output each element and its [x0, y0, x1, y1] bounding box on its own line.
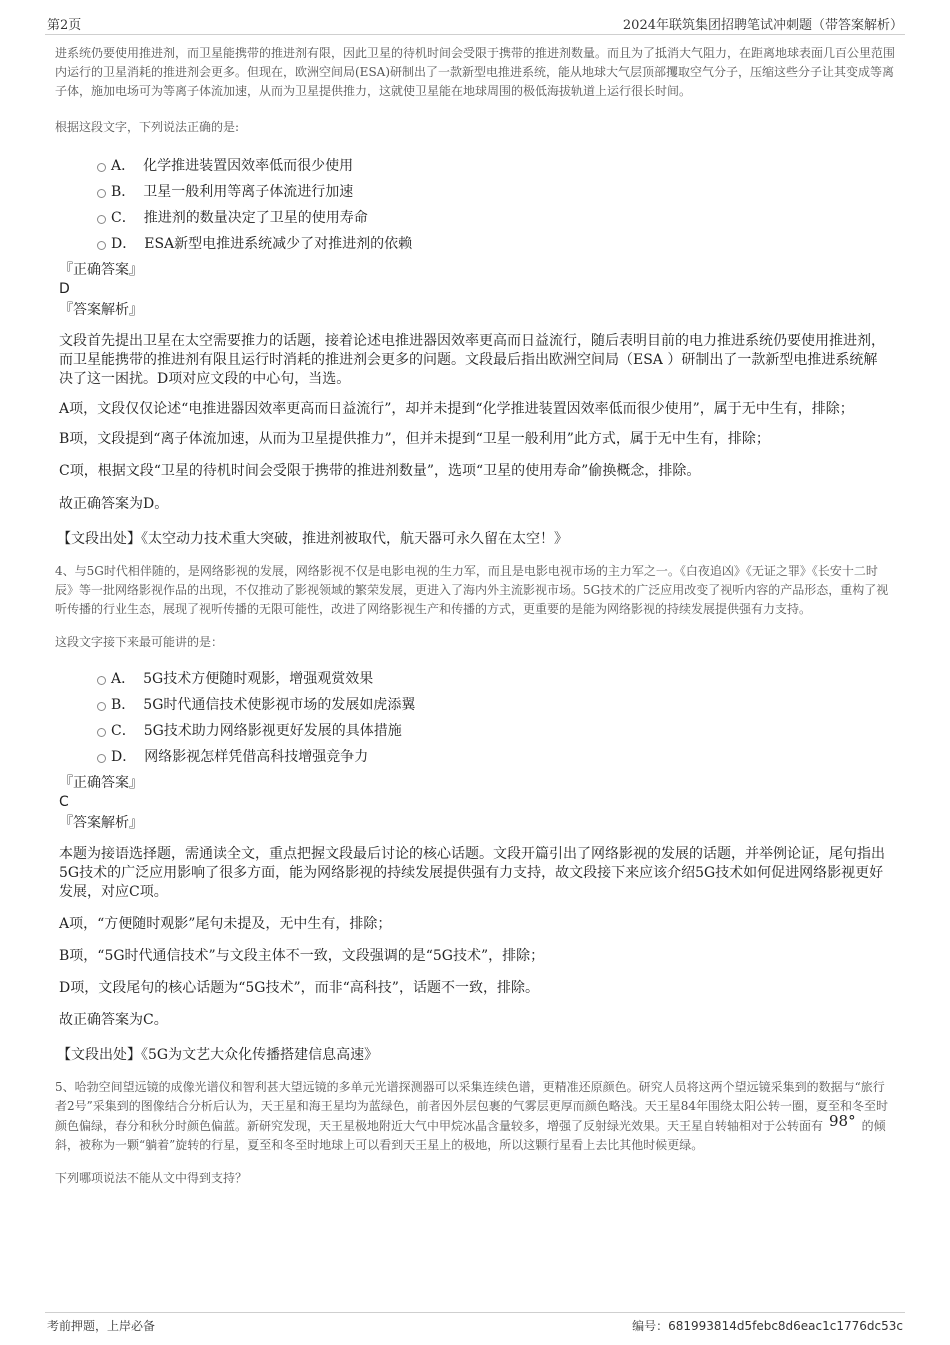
q4-option-c[interactable]: C． 5G技术助力网络影视更好发展的具体措施: [45, 718, 905, 744]
q3-analysis-5: 故正确答案为D。: [59, 496, 169, 512]
q3-option-c[interactable]: C． 推进剂的数量决定了卫星的使用寿命: [45, 205, 905, 231]
document-code: 编号：681993814d5febc8d6eac1c1776dc53c: [632, 1319, 903, 1333]
answer-label: 『正确答案』: [59, 775, 143, 791]
q4-option-a[interactable]: A． 5G技术方便随时观影，增强观赏效果: [45, 666, 905, 692]
q3-source: 【文段出处】《太空动力技术重大突破，推进剂被取代，航天器可永久留在太空！》: [57, 531, 568, 547]
analysis-label: 『答案解析』: [59, 815, 143, 831]
q3-options: [45, 153, 905, 257]
q4-options: [45, 666, 905, 770]
page-number: 第2页: [47, 18, 82, 33]
q4-passage: 4、与5G时代相伴随的，是网络影视的发展，网络影视不仅是电影电视的生力军，而且是电影电视市场的主力军之一。《白夜追凶》《无证之罪》《长安十二时辰》等一批网络影视作品的出现，不仅推动了影视领域的繁荣发展，更进入了海内外主流影视市场。5G技术的广泛应用改变了视听内容的产品形态，重构了视听传播的行业生态，展现了视听传播的无限可能性，改进了网络影视生产和传播的方式，更重要的是能为网络影视的持续发展提供强有力支持。: [55, 564, 889, 616]
radio-icon[interactable]: [97, 215, 106, 224]
radio-icon[interactable]: [97, 702, 106, 711]
answer-value: C: [59, 794, 69, 810]
page-footer: [45, 1312, 905, 1335]
radio-icon[interactable]: [97, 163, 106, 172]
q4-source: 【文段出处】《5G为文艺大众化传播搭建信息高速》: [57, 1047, 379, 1063]
q4-option-b[interactable]: B． 5G时代通信技术使影视市场的发展如虎添翼: [45, 692, 905, 718]
document-title: 2024年联筑集团招聘笔试冲刺题（带答案解析）: [622, 18, 903, 33]
page-content: [45, 44, 905, 1188]
q5-prompt: 下列哪项说法不能从文中得到支持？: [55, 1171, 248, 1185]
answer-value: D: [59, 281, 70, 297]
q3-option-d[interactable]: D． ESA新型电推进系统减少了对推进剂的依赖: [45, 231, 905, 257]
radio-icon[interactable]: [97, 189, 106, 198]
q3-analysis-4: C项，根据文段“卫星的待机时间会受限于携带的推进剂数量”，选项“卫星的使用寿命”偷换概念，排除。: [59, 463, 701, 479]
radio-icon[interactable]: [97, 754, 106, 763]
angle-value: 98°: [829, 1112, 856, 1130]
q3-option-b[interactable]: B． 卫星一般利用等离子体流进行加速: [45, 179, 905, 205]
q4-analysis-3: B项，“5G时代通信技术”与文段主体不一致，文段强调的是“5G技术”，排除；: [59, 948, 545, 964]
q3-analysis-2: A项，文段仅仅论述“电推进器因效率更高而日益流行”，却并未提到“化学推进装置因效率低而很少使用”，属于无中生有，排除；: [59, 401, 854, 417]
q4-analysis-4: D项，文段尾句的核心话题为“5G技术”，而非“高科技”，话题不一致，排除。: [59, 980, 539, 996]
answer-label: 『正确答案』: [59, 262, 143, 278]
page-header: [45, 10, 905, 35]
q5-passage: 5、哈勃空间望远镜的成像光谱仪和智利甚大望远镜的多单元光谱探测器可以采集连续色谱，更精准还原颜色。研究人员将这两个望远镜采集到的数据与“旅行者2号”采集到的图像结合分析后认为，天王星和海王星均为蓝绿色，前者因外层包裹的气雾层更厚而颜色略浅。天王星84年围绕太阳公转一圈，夏至和冬至时颜色偏绿，春分和秋分时颜色偏蓝。新研究发现，天王星极地附近大气中甲烷冰晶含量较多，增强了反射绿光效果。天王星自转轴相对于公转面有 98° 的倾斜，被称为一颗“躺着”旋转的行星，夏至和冬至时地球上可以看到天王星上的极地，所以这颗行星看上去比其他时候更绿。: [55, 1080, 889, 1152]
q3-analysis-3: B项，文段提到“离子体流加速，从而为卫星提供推力”，但并未提到“卫星一般利用”此方式，属于无中生有，排除；: [59, 431, 770, 447]
q4-analysis-2: A项，“方便随时观影”尾句未提及，无中生有，排除；: [59, 916, 392, 932]
q4-analysis-5: 故正确答案为C。: [59, 1012, 168, 1028]
q4-option-d[interactable]: D． 网络影视怎样凭借高科技增强竞争力: [45, 744, 905, 770]
q4-prompt: 这段文字接下来最可能讲的是：: [55, 635, 224, 649]
q3-answer-block: [59, 261, 905, 320]
radio-icon[interactable]: [97, 728, 106, 737]
radio-icon[interactable]: [97, 241, 106, 250]
q4-answer-block: [59, 774, 905, 833]
analysis-label: 『答案解析』: [59, 302, 143, 318]
q4-analysis-1: 本题为接语选择题，需通读全文，重点把握文段最后讨论的核心话题。文段开篇引出了网络影视的发展的话题，并举例论证，尾句指出5G技术的广泛应用影响了很多方面，能为网络影视的持续发展提供强有力支持，故文段接下来应该介绍5G技术如何促进网络影视更好发展，对应C项。: [59, 846, 885, 900]
footer-note: 考前押题，上岸必备: [47, 1319, 156, 1333]
q3-option-a[interactable]: A． 化学推进装置因效率低而很少使用: [45, 153, 905, 179]
q3-analysis-1: 文段首先提出卫星在太空需要推力的话题，接着论述电推进器因效率更高而日益流行，随后表明目前的电力推进系统仍要使用推进剂，而卫星能携带的推进剂有限且运行时消耗的推进剂会更多的问题。文段最后指出欧洲空间局（ESA ）研制出了一款新型电推进系统解决了这一困扰。D项对应文段的中心句，当选。: [59, 333, 885, 387]
q3-prompt: 根据这段文字，下列说法正确的是:: [55, 120, 240, 134]
radio-icon[interactable]: [97, 676, 106, 685]
q3-passage: 进系统仍要使用推进剂，而卫星能携带的推进剂有限，因此卫星的待机时间会受限于携带的推进剂数量。而且为了抵消大气阻力，在距离地球表面几百公里范围内运行的卫星消耗的推进剂会更多。但现在，欧洲空间局(ESA)研制出了一款新型电推进系统，能从地球大气层顶部攫取空气分子，压缩这些分子让其变成等离子体，施加电场可为等离子体流加速，从而为卫星提供推力，这就使卫星能在地球周围的极低海拔轨道上运行很长时间。: [55, 46, 896, 98]
